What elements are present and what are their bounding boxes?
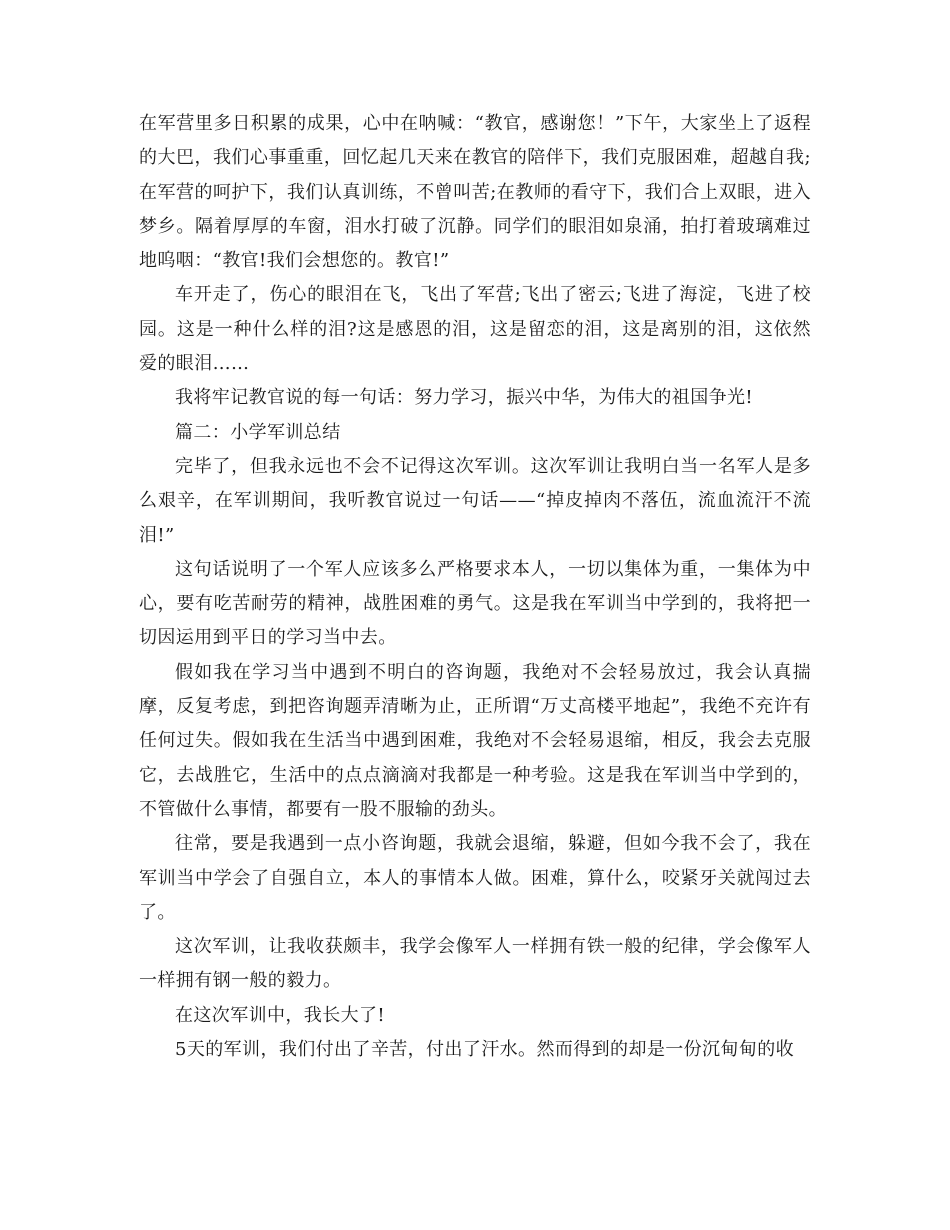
paragraph-8: 往常，要是我遇到一点小咨询题，我就会退缩，躲避，但如今我不会了，我在军训当中学会了自强自立，本人的事情本人做。困难，算什么，咬紧牙关就闯过去了。 <box>139 833 811 923</box>
paragraph-3: 我将牢记教官说的每一句话：努力学习，振兴中华，为伟大的祖国争光! <box>175 387 754 409</box>
paragraph-10: 在这次军训中，我长大了! <box>175 1004 386 1026</box>
paragraph-2: 车开走了，伤心的眼泪在飞，飞出了军营;飞出了密云;飞进了海淀，飞进了校园。这是一种什么样的泪?这是感恩的泪，这是留恋的泪，这是离别的泪，这依然爱的眼泪…… <box>139 284 811 375</box>
paragraph-5: 完毕了，但我永远也不会不记得这次军训。这次军训让我明白当一名军人是多么艰辛，在军训期间，我听教官说过一句话——“掉皮掉肉不落伍，流血流汗不流泪!” <box>139 455 811 546</box>
paragraph-11: 5天的军训，我们付出了辛苦，付出了汗水。然而得到的却是一份沉甸甸的收 <box>175 1039 795 1061</box>
paragraph-6: 这句话说明了一个军人应该多么严格要求本人，一切以集体为重，一集体为中心，要有吃苦耐劳的精神，战胜困难的勇气。这是我在军训当中学到的，我将把一切因运用到平日的学习当中去。 <box>139 558 811 649</box>
section-heading: 篇二：小学军训总结 <box>175 421 341 443</box>
paragraph-1: 在军营里多日积累的成果，心中在呐喊：“教官，感谢您！”下午，大家坐上了返程的大巴，我们心事重重，回忆起几天来在教官的陪伴下，我们克服困难，超越自我;在军营的呵护下，我们认真训练，不曾叫苦;在教师的看守下，我们合上双眼，进入梦乡。隔着厚厚的车窗，泪水打破了沉静。同学们的眼泪如泉涌，拍打着玻璃难过地呜咽：“教官!我们会想您的。教官!” <box>139 113 811 272</box>
paragraph-9: 这次军训，让我收获颇丰，我学会像军人一样拥有铁一般的纪律，学会像军人一样拥有钢一般的毅力。 <box>139 936 811 992</box>
paragraph-7: 假如我在学习当中遇到不明白的咨询题，我绝对不会轻易放过，我会认真揣摩，反复考虑，到把咨询题弄清晰为止，正所谓“万丈高楼平地起”，我绝不充许有任何过失。假如我在生活当中遇到困难，我绝对不会轻易退缩，相反，我会去克服它，去战胜它，生活中的点点滴滴对我都是一种考验。这是我在军训当中学到的，不管做什么事情，都要有一股不服输的劲头。 <box>139 661 811 820</box>
